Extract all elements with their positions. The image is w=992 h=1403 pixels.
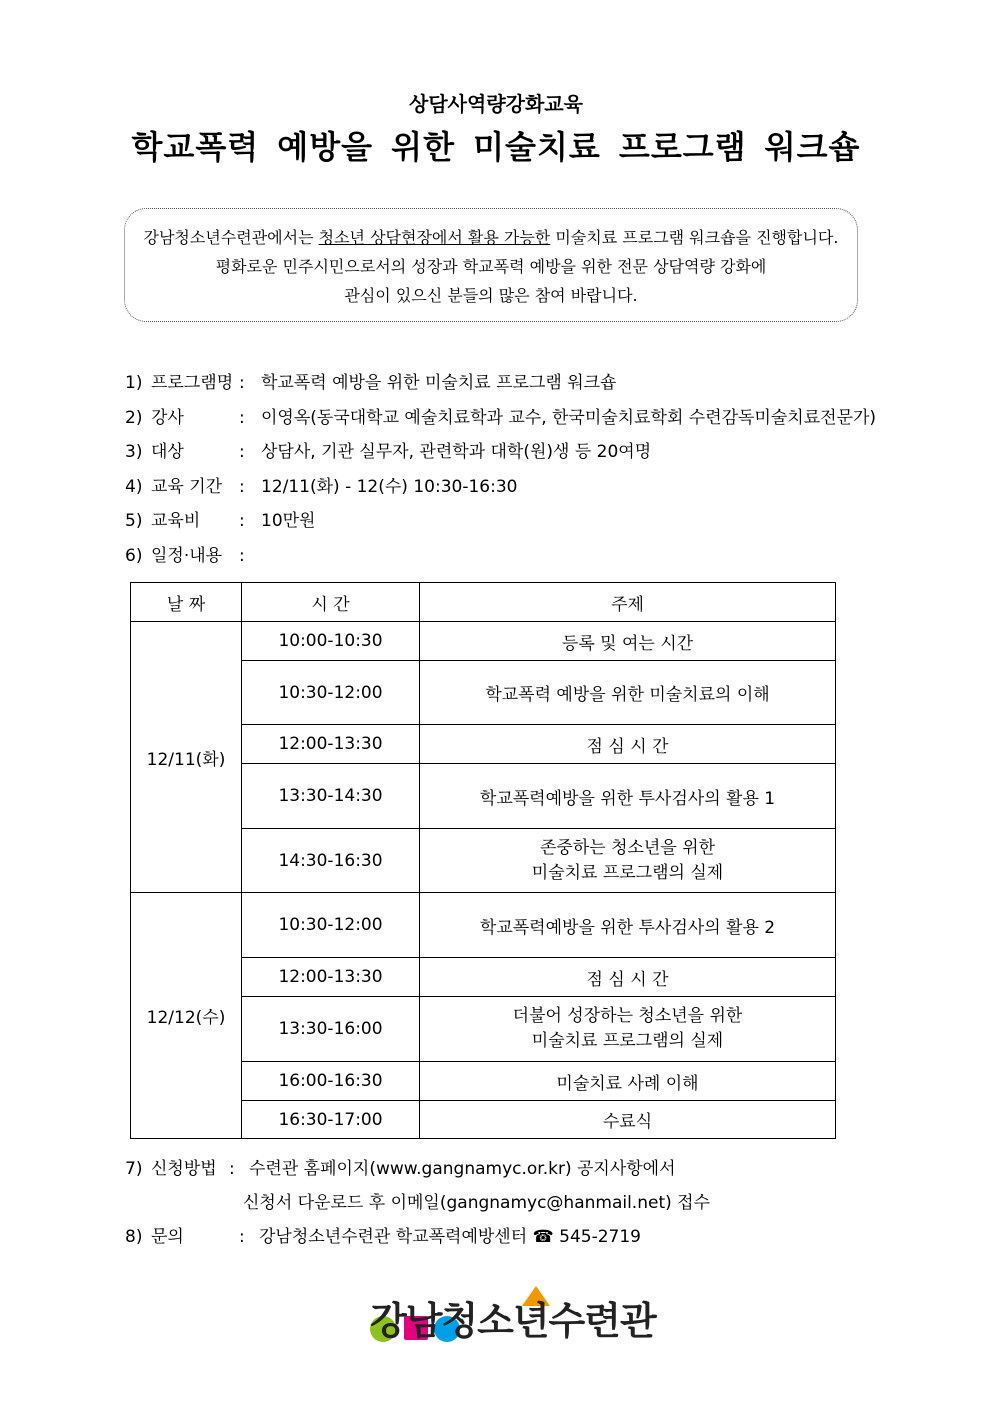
table-row [131, 622, 836, 661]
item-value: 12/11(화) - 12(수) 10:30-16:30 [261, 476, 518, 497]
row-topic: 학교폭력예방을 위한 투사검사의 활용 1 [420, 764, 836, 829]
apply-key: 신청방법 [151, 1159, 217, 1179]
row-time: 14:30-16:30 [242, 829, 420, 893]
item-number: 5) [125, 511, 143, 531]
intro-line-1-pre: 강남청소년수련관에서는 [143, 228, 319, 247]
item-value: 10만원 [261, 511, 316, 531]
row-time: 10:30-12:00 [242, 893, 420, 958]
item-number: 6) [125, 545, 143, 566]
header-topic: 주제 [420, 583, 836, 622]
row-time: 16:00-16:30 [242, 1062, 420, 1101]
row-topic-line-1: 더불어 성장하는 청소년을 위한 [512, 1006, 743, 1026]
table-header-row [131, 583, 836, 622]
item-key: 대상 [151, 442, 184, 462]
row-topic: 수료식 [420, 1101, 836, 1139]
row-topic-line-2: 미술치료 프로그램의 실제 [531, 1031, 724, 1051]
item-number: 4) [125, 476, 143, 497]
page-subtitle: 상담사역량강화교육 [409, 92, 583, 116]
item-key: 프로그램명 [151, 373, 234, 393]
row-time: 12:00-13:30 [242, 725, 420, 764]
row-topic-line-1: 존중하는 청소년을 위한 [539, 837, 716, 858]
apply-section [125, 1152, 710, 1254]
row-time: 10:00-10:30 [242, 622, 420, 661]
item-key: 일정·내용 [151, 545, 223, 566]
row-topic: 학교폭력 예방을 위한 미술치료의 이해 [420, 661, 836, 725]
item-key: 교육비 [151, 511, 201, 531]
row-time: 10:30-12:00 [242, 661, 420, 725]
item-number: 3) [125, 442, 143, 462]
info-list [125, 366, 876, 573]
info-item-schedule: 6) 일정·내용 : [125, 539, 876, 574]
intro-line-1-underlined: 청소년 상담현장에서 활용 가능한 [318, 228, 551, 247]
header-date: 날 짜 [131, 583, 242, 622]
info-item-target: 3) 대상 : 상담사, 기관 실무자, 관련학과 대학(원)생 등 20여명 [125, 435, 876, 470]
intro-line-2: 평화로운 민주시민으로서의 성장과 학교폭력 예방을 위한 전문 상담역량 강화에 [215, 257, 767, 276]
day1-date: 12/11(화) [131, 622, 242, 893]
logo-text: 강남청소년수련관 [370, 1299, 656, 1343]
day2-date: 12/12(수) [131, 893, 242, 1139]
contact-value: 강남청소년수련관 학교폭력예방센터 [259, 1227, 528, 1247]
header-time: 시 간 [242, 583, 420, 622]
row-topic-line-2: 미술치료 프로그램의 실제 [531, 862, 724, 883]
item-number: 2) [125, 407, 143, 428]
item-value: 상담사, 기관 실무자, 관련학과 대학(원)생 등 20여명 [261, 442, 652, 462]
item-value: 학교폭력 예방을 위한 미술치료 프로그램 워크숍 [261, 373, 617, 393]
apply-number: 7) [125, 1159, 143, 1179]
item-key: 강사 [151, 407, 184, 428]
item-value: 이영옥(동국대학교 예술치료학과 교수, 한국미술치료학회 수련감독미술치료전문가) [261, 407, 877, 428]
intro-line-3: 관심이 있으신 분들의 많은 참여 바랍니다. [344, 286, 638, 305]
row-topic: 점 심 시 간 [420, 725, 836, 764]
row-topic: 등록 및 여는 시간 [420, 622, 836, 661]
row-topic: 학교폭력예방을 위한 투사검사의 활용 2 [420, 893, 836, 958]
apply-value-1: 수련관 홈페이지(www.gangnamyc.or.kr) 공지사항에서 [249, 1159, 676, 1179]
contact-phone: 545-2719 [559, 1227, 642, 1247]
info-item-instructor: 2) 강사 : 이영옥(동국대학교 예술치료학과 교수, 한국미술치료학회 수련감독미술치료전문가) [125, 401, 876, 436]
contact-number: 8) [125, 1227, 143, 1247]
contact-line: 8) 문의 : 강남청소년수련관 학교폭력예방센터 ☎ 545-2719 [125, 1220, 710, 1254]
intro-box [124, 208, 858, 322]
table-row [131, 893, 836, 958]
apply-line-1: 7) 신청방법 : 수련관 홈페이지(www.gangnamyc.or.kr) 공지사항에서 [125, 1152, 710, 1186]
phone-icon: ☎ [532, 1227, 554, 1247]
row-time: 13:30-16:00 [242, 997, 420, 1062]
logo [370, 1286, 656, 1346]
intro-line-1-post: 미술치료 프로그램 워크숍을 진행합니다. [550, 228, 839, 247]
apply-line-2: 신청서 다운로드 후 이메일(gangnamyc@hanmail.net) 접수 [243, 1193, 710, 1213]
info-item-program: 1) 프로그램명 : 학교폭력 예방을 위한 미술치료 프로그램 워크숍 [125, 366, 876, 401]
intro-line-1 [125, 223, 857, 252]
row-topic [420, 997, 836, 1062]
contact-key: 문의 [151, 1227, 184, 1247]
schedule-table [130, 582, 836, 1139]
row-topic: 미술치료 사례 이해 [420, 1062, 836, 1101]
row-topic [420, 829, 836, 893]
row-time: 12:00-13:30 [242, 958, 420, 997]
info-item-period: 4) 교육 기간 : 12/11(화) - 12(수) 10:30-16:30 [125, 470, 876, 505]
page-title: 학교폭력 예방을 위한 미술치료 프로그램 워크숍 [131, 128, 861, 166]
row-time: 16:30-17:00 [242, 1101, 420, 1139]
item-number: 1) [125, 373, 143, 393]
info-item-fee: 5) 교육비 : 10만원 [125, 504, 876, 539]
row-time: 13:30-14:30 [242, 764, 420, 829]
row-topic: 점 심 시 간 [420, 958, 836, 997]
item-key: 교육 기간 [151, 476, 223, 497]
